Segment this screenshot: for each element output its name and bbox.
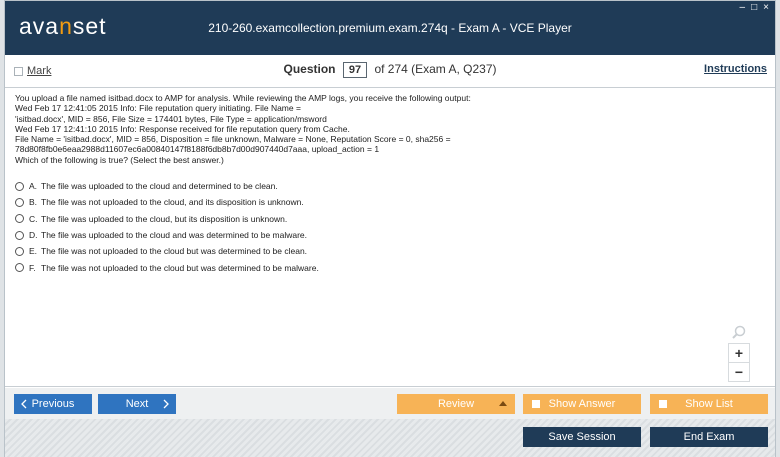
option-text: The file was not uploaded to the cloud, and its disposition is unknown. — [41, 197, 304, 208]
question-label: Question — [283, 62, 336, 76]
option-text: The file was not uploaded to the cloud but was determined to be clean. — [41, 246, 308, 257]
answer-options — [15, 178, 319, 276]
navigation-bar — [5, 388, 775, 419]
question-line: 'isitbad.docx', MID = 856, File Size = 174401 bytes, File Type = application/msword — [15, 113, 327, 124]
answer-option-b[interactable] — [15, 194, 319, 210]
review-label: Review — [437, 398, 475, 410]
next-button[interactable] — [98, 394, 176, 414]
question-number-input[interactable]: 97 — [343, 62, 367, 78]
triangle-up-icon — [499, 401, 507, 406]
save-session-button[interactable]: Save Session — [523, 427, 641, 447]
mark-label: Mark — [27, 65, 52, 77]
chevron-right-icon — [162, 399, 170, 409]
window-title: 210-260.examcollection.premium.exam.274q - Exam A - VCE Player — [208, 21, 572, 35]
minimize-icon[interactable]: – — [739, 2, 746, 13]
answer-option-a[interactable] — [15, 178, 319, 194]
question-line: File Name = 'isitbad.docx', MID = 856, Disposition = file unknown, Malware = None, Reputation Score = 0, sha256 = — [15, 134, 451, 145]
option-text: The file was uploaded to the cloud, but its disposition is unknown. — [41, 213, 288, 224]
show-answer-button[interactable] — [523, 394, 641, 414]
question-line: Wed Feb 17 12:41:05 2015 Info: File reputation query initiating. File Name = — [15, 103, 301, 114]
maximize-icon[interactable]: □ — [751, 2, 758, 13]
vce-player-window — [4, 0, 776, 457]
question-content — [5, 89, 775, 387]
question-line: Wed Feb 17 12:41:10 2015 Info: Response received for file reputation query from Cache. — [15, 123, 350, 134]
previous-label: Previous — [31, 398, 75, 410]
option-letter: B. — [29, 197, 38, 208]
chevron-left-icon — [20, 399, 28, 409]
question-bar — [5, 55, 775, 88]
option-letter: C. — [29, 213, 38, 224]
question-of-text: of 274 (Exam A, Q237) — [374, 62, 497, 76]
show-list-checkbox[interactable] — [659, 400, 667, 408]
show-answer-label: Show Answer — [548, 398, 616, 410]
question-line: Which of the following is true? (Select the best answer.) — [15, 154, 224, 165]
option-letter: F. — [29, 262, 36, 273]
close-icon[interactable]: × — [763, 2, 769, 13]
option-text: The file was uploaded to the cloud and determined to be clean. — [41, 181, 278, 192]
question-text — [15, 93, 755, 165]
end-exam-button[interactable]: End Exam — [650, 427, 768, 447]
answer-option-e[interactable] — [15, 243, 319, 259]
question-indicator — [5, 62, 775, 78]
action-bar — [5, 419, 775, 457]
radio-button[interactable] — [15, 263, 24, 272]
zoom-in-button[interactable]: + — [728, 343, 750, 363]
option-letter: E. — [29, 246, 38, 257]
option-text: The file was not uploaded to the cloud but was determined to be malware. — [41, 262, 319, 273]
show-list-label: Show List — [685, 398, 733, 410]
window-controls — [740, 3, 769, 13]
magnifier-icon — [732, 325, 746, 339]
answer-option-c[interactable] — [15, 211, 319, 227]
instructions-link[interactable]: Instructions — [704, 63, 767, 75]
radio-button[interactable] — [15, 182, 24, 191]
radio-button[interactable] — [15, 247, 24, 256]
radio-button[interactable] — [15, 198, 24, 207]
review-button[interactable] — [397, 394, 515, 414]
option-text: The file was uploaded to the cloud and was determined to be malware. — [41, 230, 308, 241]
answer-option-f[interactable] — [15, 259, 319, 275]
zoom-out-button[interactable]: − — [728, 362, 750, 382]
radio-button[interactable] — [15, 231, 24, 240]
show-list-button[interactable] — [650, 394, 768, 414]
show-answer-checkbox[interactable] — [532, 400, 540, 408]
app-header — [5, 1, 775, 55]
option-letter: D. — [29, 230, 38, 241]
radio-button[interactable] — [15, 214, 24, 223]
avanset-logo: avanset — [19, 13, 107, 39]
answer-option-d[interactable] — [15, 227, 319, 243]
option-letter: A. — [29, 181, 38, 192]
previous-button[interactable] — [14, 394, 92, 414]
question-line: You upload a file named isitbad.docx to AMP for analysis. While reviewing the AMP logs, you receive the following output: — [15, 93, 471, 103]
question-line: 78d80f8fb0e6eaa2988d11607ec6a00840147f8188f6db8b7d00d907440d7aaa, upload_action = 1 — [15, 144, 380, 155]
next-label: Next — [125, 398, 149, 410]
